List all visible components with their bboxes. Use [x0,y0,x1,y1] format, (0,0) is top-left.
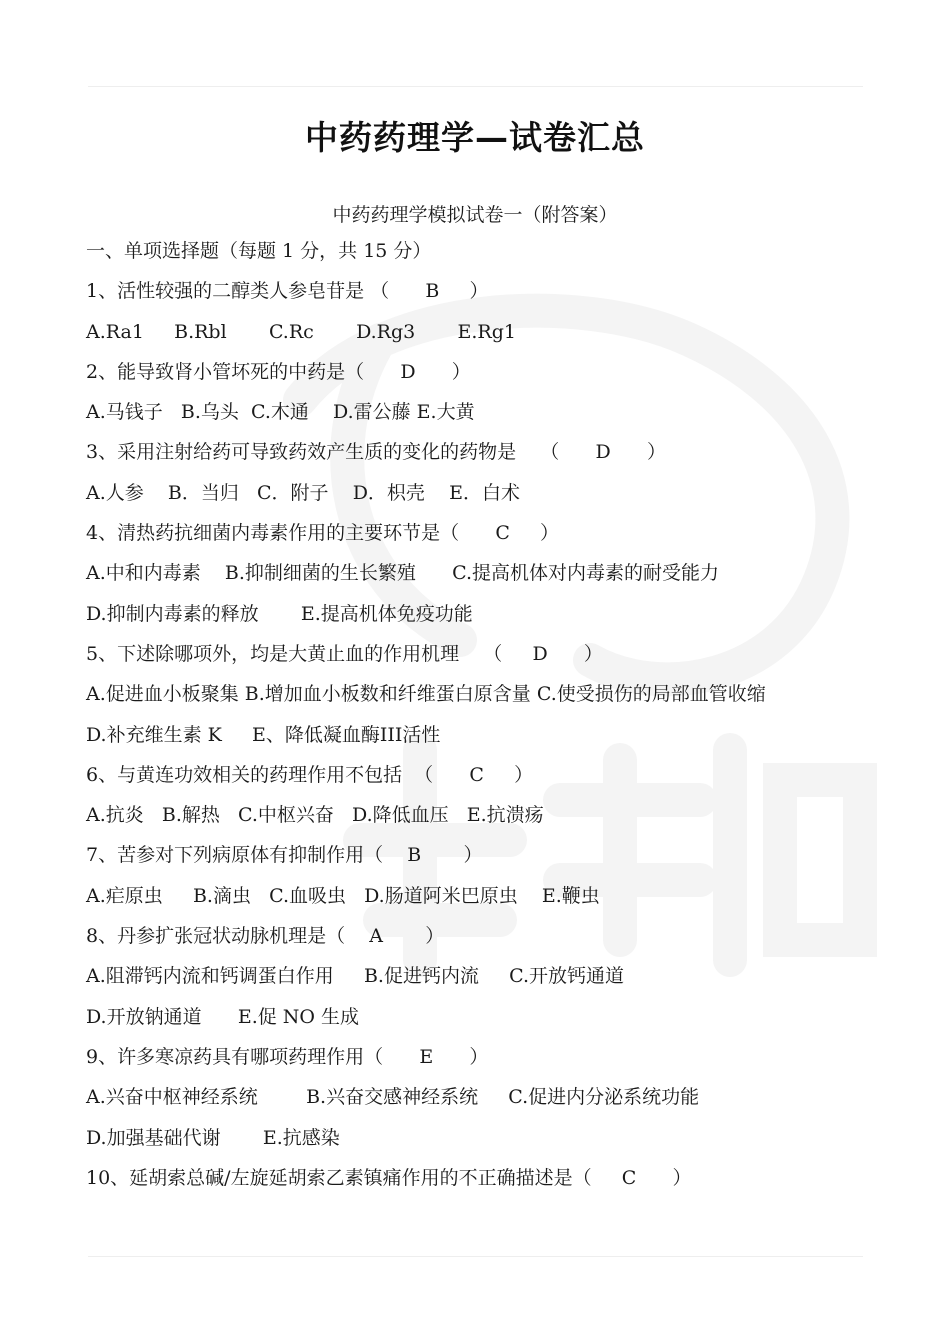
question-5-options-2: D.补充维生素 K E、降低凝血酶III活性 [86,723,441,746]
question-4: 4、清热药抗细菌内毒素作用的主要环节是（ C ） [86,522,560,545]
section-heading: 一、单项选择题（每题 1 分，共 15 分） [86,240,432,262]
question-3: 3、采用注射给药可导致药效产生质的变化的药物是 （ D ） [86,441,666,464]
question-9-options-2: D.加强基础代谢 E.抗感染 [86,1126,340,1149]
question-8-options-2: D.开放钠通道 E.促 NO 生成 [86,1005,360,1028]
question-2-options: A.马钱子 B.乌头 C.木通 D.雷公藤 E.大黄 [86,401,475,424]
question-1-options: A.Ra1 B.Rbl C.Rc D.Rg3 E.Rg1 [86,320,516,343]
question-5: 5、下述除哪项外，均是大黄止血的作用机理 （ D ） [86,642,603,665]
top-divider [88,86,863,87]
exam-content [86,236,876,1203]
question-7-options: A.疟原虫 B.滴虫 C.血吸虫 D.肠道阿米巴原虫 E.鞭虫 [86,884,600,907]
exam-subtitle: 中药药理学模拟试卷一（附答案） [332,204,618,226]
question-9-options-1: A.兴奋中枢神经系统 B.兴奋交感神经系统 C.促进内分泌系统功能 [86,1086,700,1109]
question-4-options-1: A.中和内毒素 B.抑制细菌的生长繁殖 C.提高机体对内毒素的耐受能力 [86,562,720,585]
question-1: 1、活性较强的二醇类人参皂苷是 （ B ） [86,280,489,303]
question-8-options-1: A.阻滞钙内流和钙调蛋白作用 B.促进钙内流 C.开放钙通道 [86,965,625,988]
bottom-divider [88,1256,863,1257]
question-6-options: A.抗炎 B.解热 C.中枢兴奋 D.降低血压 E.抗溃疡 [86,804,544,827]
page-title: 中药药理学—试卷汇总 [305,118,645,157]
question-4-options-2: D.抑制内毒素的释放 E.提高机体免疫功能 [86,602,473,625]
question-6: 6、与黄连功效相关的药理作用不包括 （ C ） [86,763,534,786]
question-7: 7、苦参对下列病原体有抑制作用（ B ） [86,844,483,867]
question-9: 9、许多寒凉药具有哪项药理作用（ E ） [86,1045,489,1068]
question-2: 2、能导致肾小管坏死的中药是（ D ） [86,360,471,383]
question-10: 10、延胡索总碱/左旋延胡索乙素镇痛作用的不正确描述是（ C ） [86,1166,692,1189]
question-8: 8、丹参扩张冠状动脉机理是（ A ） [86,925,445,948]
question-5-options-1: A.促进血小板聚集 B.增加血小板数和纤维蛋白原含量 C.使受损伤的局部血管收缩 [86,683,766,706]
question-3-options: A.人参 B．当归 C．附子 D．枳壳 E．白术 [86,481,520,504]
